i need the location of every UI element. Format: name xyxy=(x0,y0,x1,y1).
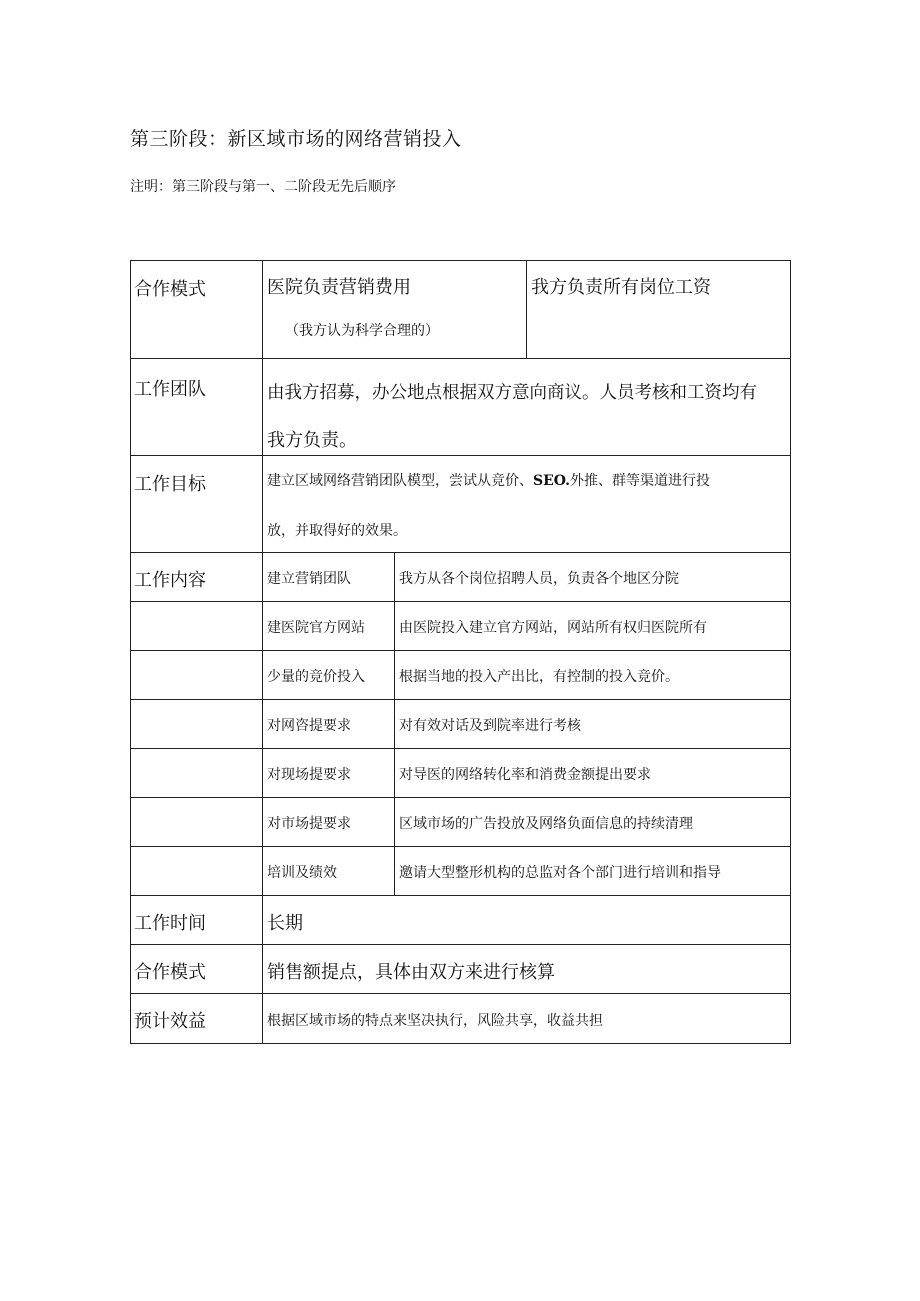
coop-model-value: 销售额提点，具体由双方来进行核算 xyxy=(267,962,555,983)
content-item: 培训及绩效 xyxy=(267,865,337,881)
hospital-cost-text: 医院负责营销费用 xyxy=(267,277,411,298)
content-desc: 由医院投入建立官方网站，网站所有权归医院所有 xyxy=(399,620,707,636)
table-row xyxy=(131,749,791,798)
content-desc: 对有效对话及到院率进行考核 xyxy=(399,718,581,734)
row-time xyxy=(131,896,791,945)
benefit-value: 根据区域市场的特点来坚决执行，风险共享，收益共担 xyxy=(267,1013,603,1029)
row-team xyxy=(131,359,791,456)
hospital-cost-note: （我方认为科学合理的） xyxy=(285,323,439,339)
content-desc: 邀请大型整形机构的总监对各个部门进行培训和指导 xyxy=(399,865,721,881)
table-row xyxy=(131,700,791,749)
row-label-content: 工作内容 xyxy=(131,553,263,602)
row-label-coop-model-2: 合作模式 xyxy=(131,945,263,994)
row-goal xyxy=(131,456,791,553)
table-row xyxy=(131,847,791,896)
content-desc: 我方从各个岗位招聘人员，负责各个地区分院 xyxy=(399,571,679,587)
row-label-coop-model: 合作模式 xyxy=(131,261,263,359)
cooperation-table xyxy=(130,260,791,1044)
content-item: 对现场提要求 xyxy=(267,767,351,783)
hospital-responsibility xyxy=(263,261,527,359)
row-coop-model xyxy=(131,261,791,359)
table-row xyxy=(131,651,791,700)
goal-description: 建立区域网络营销团队模型，尝试从竞价、SEO.外推、群等渠道进行投 放，并取得好的效果。 xyxy=(263,456,791,553)
row-benefit xyxy=(131,994,791,1044)
content-desc: 对导医的网络转化率和消费金额提出要求 xyxy=(399,767,651,783)
content-desc: 区域市场的广告投放及网络负面信息的持续清理 xyxy=(399,816,693,832)
content-item: 对网咨提要求 xyxy=(267,718,351,734)
row-label-time: 工作时间 xyxy=(131,896,263,945)
content-item: 建医院官方网站 xyxy=(267,620,365,636)
team-description: 由我方招募，办公地点根据双方意向商议。人员考核和工资均有 我方负责。 xyxy=(263,359,791,456)
page-title: 第三阶段：新区域市场的网络营销投入 xyxy=(130,128,462,150)
row-label-benefit: 预计效益 xyxy=(131,994,263,1044)
our-responsibility: 我方负责所有岗位工资 xyxy=(527,261,791,359)
content-item: 少量的竞价投入 xyxy=(267,669,365,685)
table-row xyxy=(131,553,791,602)
row-label-team: 工作团队 xyxy=(131,359,263,456)
row-coop-model-2 xyxy=(131,945,791,994)
content-desc: 根据当地的投入产出比，有控制的投入竞价。 xyxy=(399,669,679,685)
row-label-goal: 工作目标 xyxy=(131,456,263,553)
table-row xyxy=(131,602,791,651)
table-row xyxy=(131,798,791,847)
time-value: 长期 xyxy=(267,913,303,934)
note-text: 注明：第三阶段与第一、二阶段无先后顺序 xyxy=(130,179,396,195)
content-item: 对市场提要求 xyxy=(267,816,351,832)
content-item: 建立营销团队 xyxy=(267,571,351,587)
